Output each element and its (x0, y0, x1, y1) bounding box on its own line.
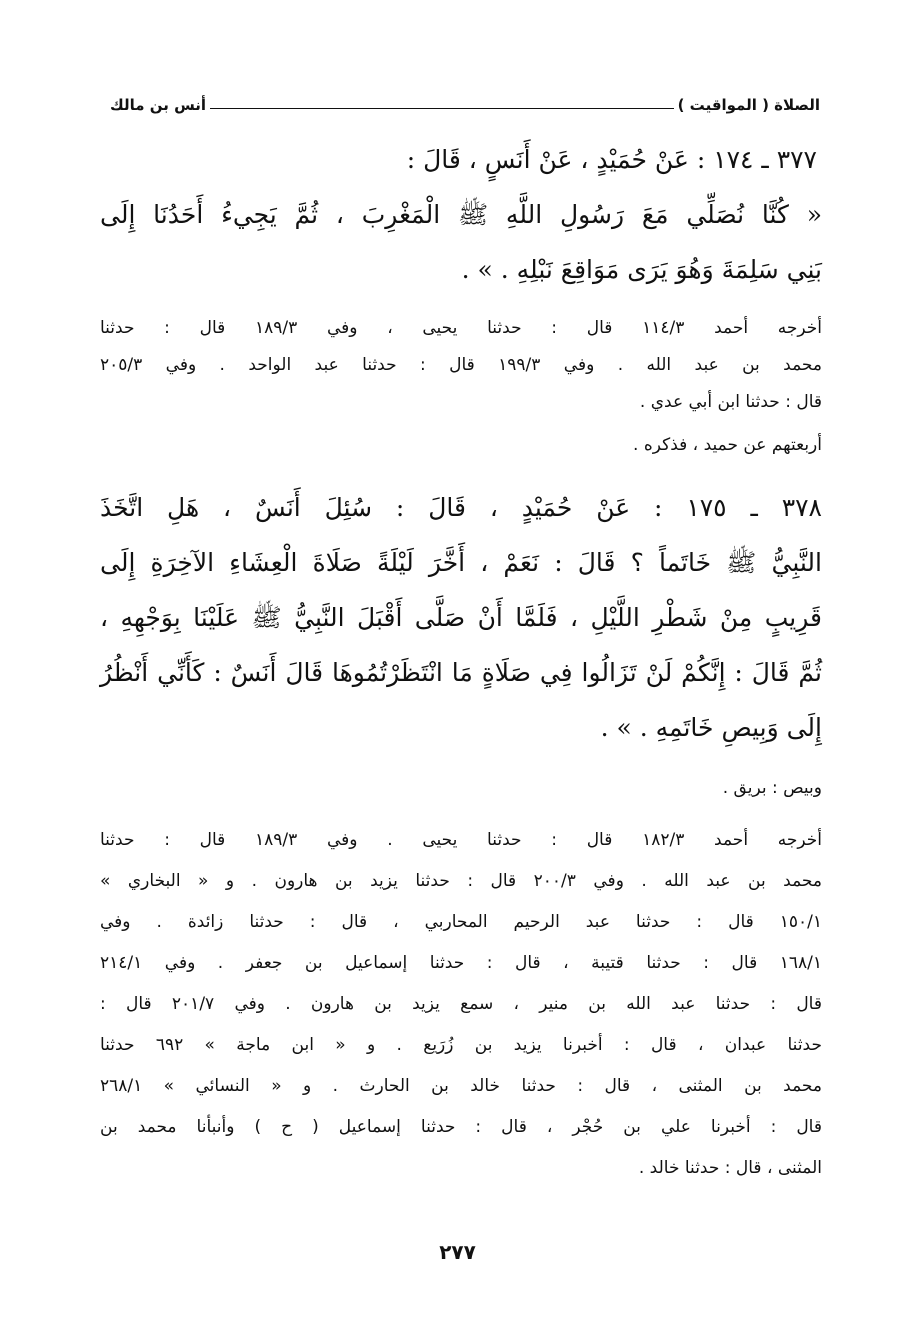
hadith-377-line-3: بَنِي سَلِمَةَ وَهُوَ يَرَى مَوَاقِعَ نَبْلِهِ . » . (461, 255, 822, 284)
takhrij-378-line-3: ١٥٠/١ قال : حدثنا عبد الرحيم المحاربي ، قال : حدثنا زائدة . وفي (100, 912, 822, 932)
takhrij-378-line-6: حدثنا عبدان ، قال : أخبرنا يزيد بن زُرَيع . و « ابن ماجة » ٦٩٢ حدثنا (100, 1035, 822, 1055)
hadith-377-line-1: ٣٧٧ ـ ١٧٤ : عَنْ حُمَيْدٍ ، عَنْ أَنَسٍ ، قَالَ : (406, 145, 817, 174)
takhrij-377-line-3: قال : حدثنا ابن أبي عدي . (639, 392, 822, 412)
takhrij-378-line-7: محمد بن المثنى ، قال : حدثنا خالد بن الحارث . و « النسائي » ٢٦٨/١ (100, 1076, 822, 1096)
takhrij-377 (100, 310, 822, 464)
header-narrator-name: أنس بن مالك (110, 96, 207, 114)
hadith-378-line-3: قَرِيبٍ مِنْ شَطْرِ اللَّيْلِ ، فَلَمَّا أَنْ صَلَّى أَقْبَلَ النَّبِيُّ ﷺ عَلَيْنَا بِوَجْهِهِ ، (100, 603, 822, 632)
takhrij-378-line-8: قال : أخبرنا علي بن حُجْر ، قال : حدثنا إسماعيل ( ح ) وأنبأنا محمد بن (100, 1117, 822, 1137)
hadith-378-line-1: ٣٧٨ ـ ١٧٥ : عَنْ حُمَيْدٍ ، قَالَ : سُئِلَ أَنَسٌ ، هَلِ اتَّخَذَ (100, 493, 822, 522)
header-rule (210, 108, 674, 109)
hadith-378-line-5: إِلَى وَبِيصِ خَاتَمِهِ . » . (600, 713, 822, 742)
hadith-378-line-2: النَّبِيُّ ﷺ خَاتَماً ؟ قَالَ : نَعَمْ ، أَخَّرَ لَيْلَةً صَلَاةَ الْعِشَاءِ الآخِرَةِ إِلَى (100, 548, 822, 577)
takhrij-377-line-1: أخرجه أحمد ١١٤/٣ قال : حدثنا يحيى ، وفي ١٨٩/٣ قال : حدثنا (100, 318, 822, 338)
hadith-378-line-4: ثُمَّ قَالَ : إِنَّكُمْ لَنْ تَزَالُوا فِي صَلَاةٍ مَا انْتَظَرْتُمُوهَا قَالَ أَنَسٌ : كَأَنِّي أَنْظُرُ (100, 658, 822, 687)
takhrij-378-line-2: محمد بن عبد الله . وفي ٢٠٠/٣ قال : حدثنا يزيد بن هارون . و « البخاري » (100, 871, 823, 891)
takhrij-378-line-1: أخرجه أحمد ١٨٢/٣ قال : حدثنا يحيى . وفي ١٨٩/٣ قال : حدثنا (100, 830, 822, 850)
gloss-378: وبيص : بريق . (722, 778, 822, 798)
takhrij-378-line-9: المثنى ، قال : حدثنا خالد . (638, 1158, 822, 1178)
running-header (110, 88, 820, 114)
summary-377: أربعتهم عن حميد ، فذكره . (633, 435, 822, 455)
hadith-377 (100, 132, 822, 297)
takhrij-378-line-5: قال : حدثنا عبد الله بن منير ، سمع يزيد بن هارون . وفي ٢٠١/٧ قال : (100, 994, 822, 1014)
hadith-377-line-2: « كُنَّا نُصَلِّي مَعَ رَسُولِ اللَّهِ ﷺ الْمَغْرِبَ ، ثُمَّ يَجِيءُ أَحَدُنَا إِلَى (100, 200, 822, 229)
header-chapter-title: الصلاة ( المواقيت ) (677, 96, 820, 114)
page-number: ٢٧٧ (439, 1240, 476, 1264)
takhrij-377-line-2: محمد بن عبد الله . وفي ١٩٩/٣ قال : حدثنا عبد الواحد . وفي ٢٠٥/٣ (100, 355, 822, 375)
gloss-378-block (100, 770, 822, 807)
takhrij-378-line-4: ١٦٨/١ قال : حدثنا قتيبة ، قال : حدثنا إسماعيل بن جعفر . وفي ٢١٤/١ (100, 953, 822, 973)
takhrij-378 (100, 820, 822, 1189)
hadith-378 (100, 480, 822, 755)
